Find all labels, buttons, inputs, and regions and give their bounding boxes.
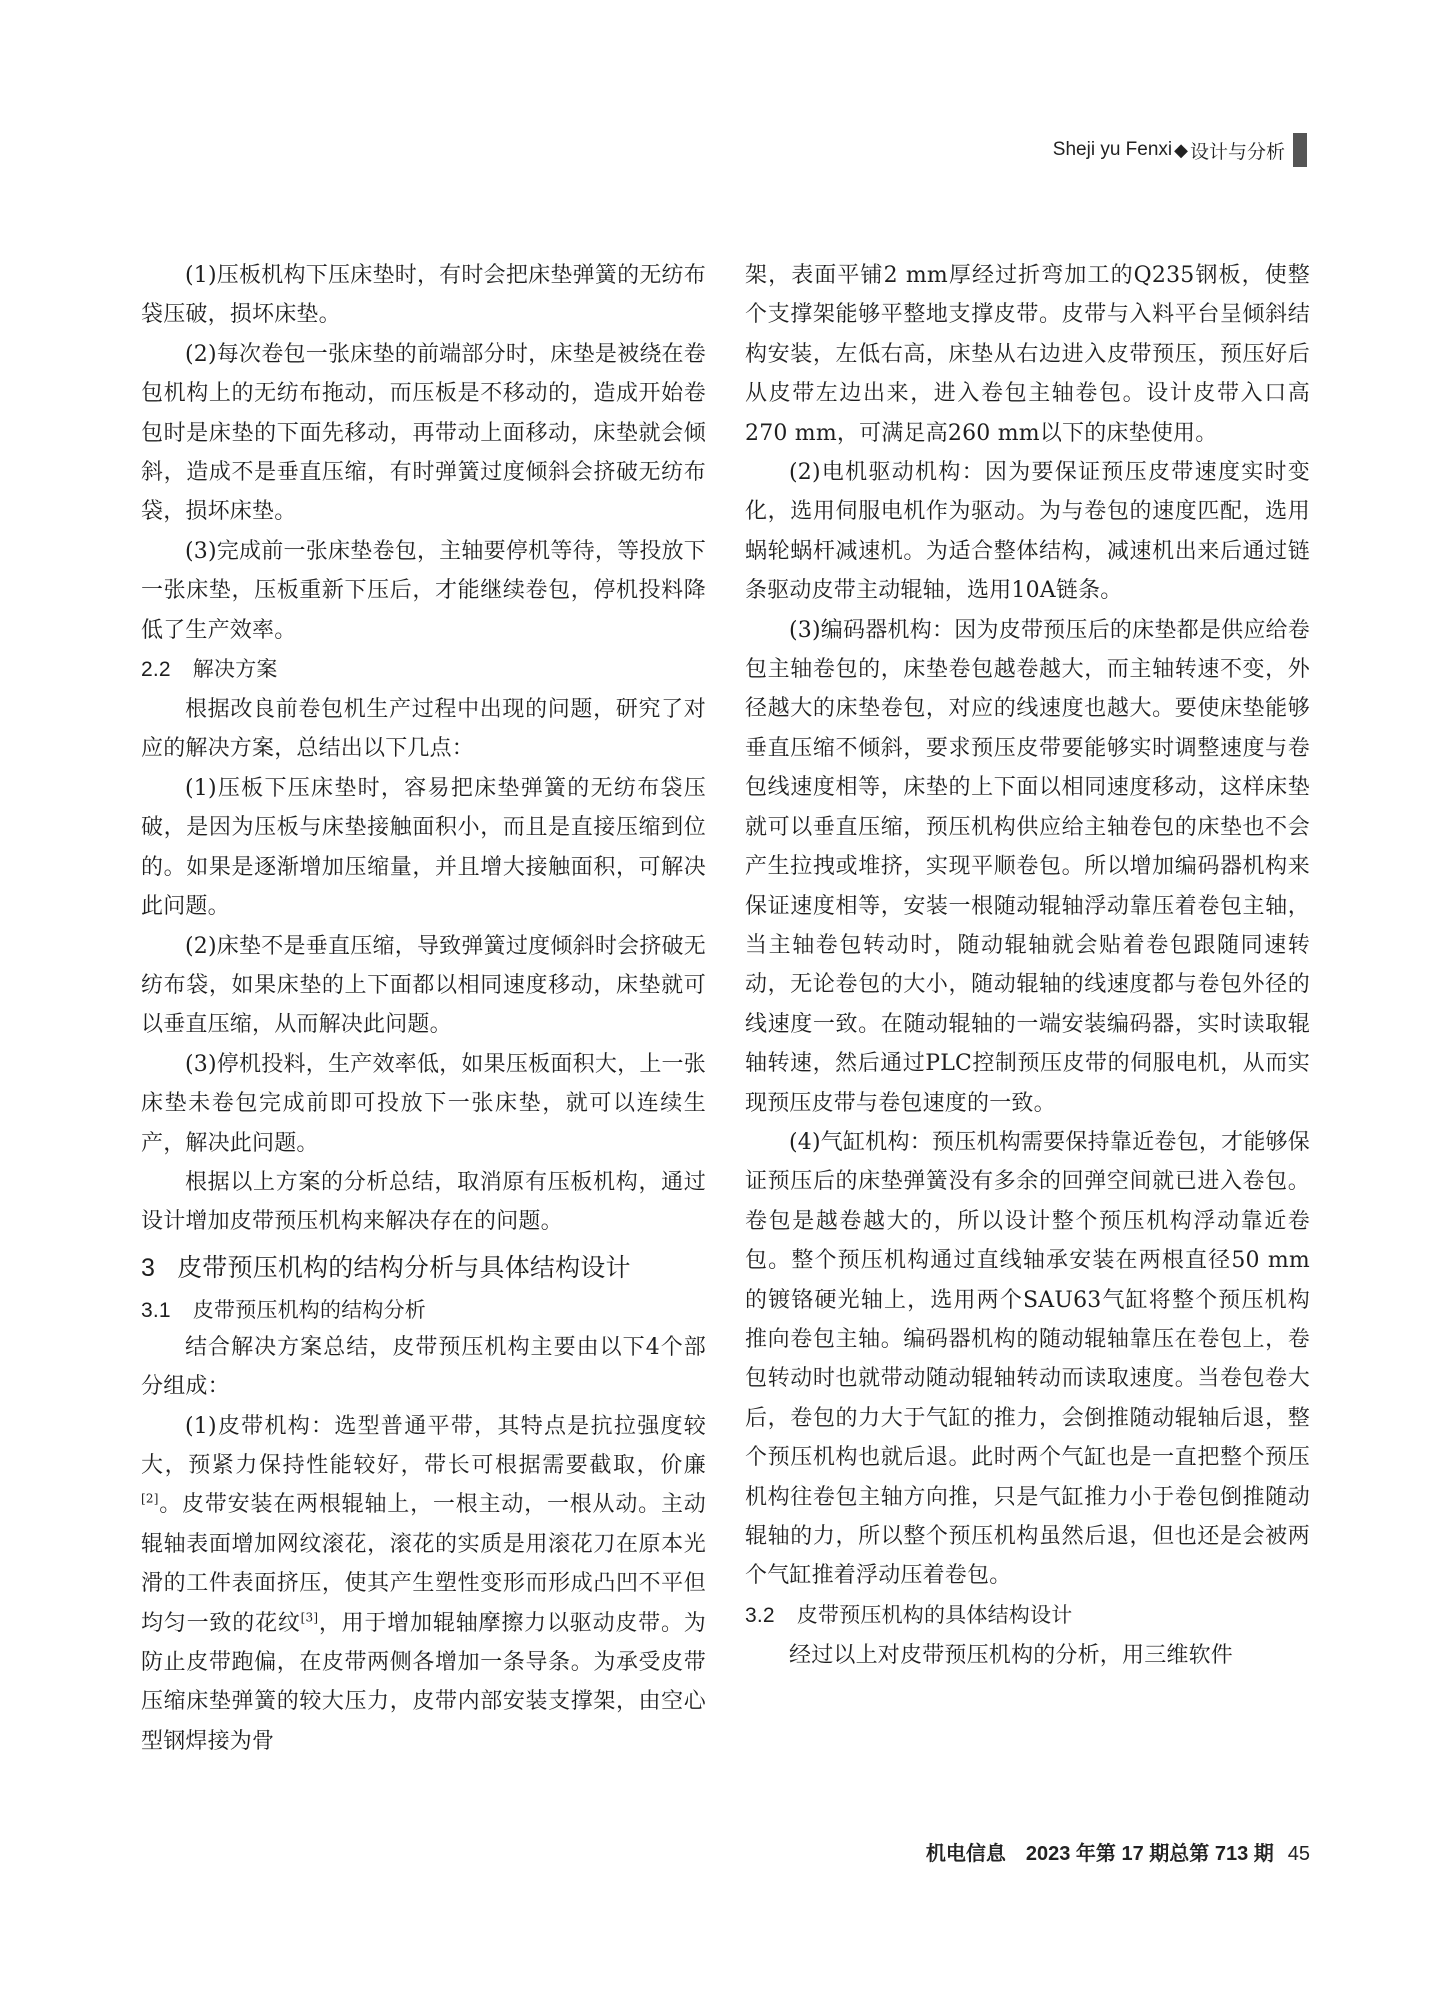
header-bar: [1293, 133, 1307, 167]
journal-info: 机电信息 2023 年第 17 期总第 713 期: [925, 1843, 1274, 1865]
paragraph: (3)完成前一张床垫卷包，主轴要停机等待，等投放下一张床垫，压板重新下压后，才能继续卷包，停机投料降低了生产效率。: [141, 538, 706, 643]
diamond-icon: ◆: [1174, 139, 1188, 160]
section-title: 皮带预压机构的结构分析与具体结构设计: [177, 1253, 631, 1282]
section-number: 3.1: [141, 1298, 171, 1322]
paragraph: (2)每次卷包一张床垫的前端部分时，床垫是被绕在卷包机构上的无纺布拖动，而压板是不移动的，造成开始卷包时是床垫的下面先移动，再带动上面移动，床垫就会倾斜，造成不是垂直压缩，有时弹簧过度倾斜会挤破无纺布袋，损坏床垫。: [141, 341, 706, 525]
section-number: 2.2: [141, 658, 171, 682]
citation-ref[interactable]: [3]: [300, 1610, 319, 1625]
section-title: 皮带预压机构的具体结构设计: [796, 1603, 1073, 1627]
section-heading-3: [141, 1242, 706, 1294]
paragraph: (3)停机投料，生产效率低，如果压板面积大，上一张床垫未卷包完成前即可投放下一张床垫，就可以连续生产，解决此问题。: [141, 1051, 706, 1156]
paragraph: 经过以上对皮带预压机构的分析，用三维软件: [789, 1642, 1234, 1668]
section-heading-3-1: [141, 1294, 706, 1328]
section-title: 皮带预压机构的结构分析: [192, 1298, 426, 1322]
paragraph: 结合解决方案总结，皮带预压机构主要由以下4个部分组成：: [141, 1334, 706, 1400]
page-footer: [926, 1837, 1310, 1866]
paragraph: (2)电机驱动机构：因为要保证预压皮带速度实时变化，选用伺服电机作为驱动。为与卷包的速度匹配，选用蜗轮蜗杆减速机。为适合整体结构，减速机出来后通过链条驱动皮带主动辊轴，选用10A链条。: [745, 460, 1310, 604]
text-run: (1)皮带机构：选型普通平带，其特点是抗拉强度较大，预紧力保持性能较好，带长可根据需要截取，价廉: [141, 1413, 706, 1478]
paragraph: (3)编码器机构：因为皮带预压后的床垫都是供应给卷包主轴卷包的，床垫卷包越卷越大，而主轴转速不变，外径越大的床垫卷包，对应的线速度也越大。要使床垫能够垂直压缩不倾斜，要求预压皮带要能够实时调整速度与卷包线速度相等，床垫的上下面以相同速度移动，这样床垫就可以垂直压缩，预压机构供应给主轴卷包的床垫也不会产生拉拽或堆挤，实现平顺卷包。所以增加编码器机构来保证速度相等，安装一根随动辊轴浮动靠压着卷包主轴，当主轴卷包转动时，随动辊轴就会贴着卷包跟随同速转动，无论卷包的大小，随动辊轴的线速度都与卷包外径的线速度一致。在随动辊轴的一端安装编码器，实时读取辊轴转速，然后通过PLC控制预压皮带的伺服电机，从而实现预压皮带与卷包速度的一致。: [745, 617, 1310, 1116]
paragraph: (1)压板下压床垫时，容易把床垫弹簧的无纺布袋压破，是因为压板与床垫接触面积小，而且是直接压缩到位的。如果是逐渐增加压缩量，并且增大接触面积，可解决此问题。: [141, 775, 706, 920]
section-heading-3-2: [745, 1596, 1310, 1636]
paragraph: (1)压板机构下压床垫时，有时会把床垫弹簧的无纺布袋压破，损坏床垫。: [141, 263, 706, 328]
paragraph: (4)气缸机构：预压机构需要保持靠近卷包，才能够保证预压后的床垫弹簧没有多余的回弹空间就已进入卷包。卷包是越卷越大的，所以设计整个预压机构浮动靠近卷包。整个预压机构通过直线轴承安装在两根直径50 mm的镀铬硬光轴上，选用两个SAU63气缸将整个预压机构推向卷包主轴。编码器机构的随动辊轴靠压在卷包上，卷包转动时也就带动随动辊轴转动而读取速度。当卷包卷大后，卷包的力大于气缸的推力，会倒推随动辊轴后退，整个预压机构也就后退。此时两个气缸也是一直把整个预压机构往卷包主轴方向推，只是气缸推力小于卷包倒推随动辊轴的力，所以整个预压机构虽然后退，但也还是会被两个气缸推着浮动压着卷包。: [745, 1129, 1310, 1589]
paragraph: 根据以上方案的分析总结，取消原有压板机构，通过设计增加皮带预压机构来解决存在的问题。: [141, 1169, 706, 1235]
running-title-en: Sheji yu Fenxi: [1052, 139, 1173, 160]
text-run: ，用于增加辊轴摩擦力以驱动皮带。为防止皮带跑偏，在皮带两侧各增加一条导条。为承受皮带压缩床垫弹簧的较大压力，皮带内部安装支撑架，由空心型钢焊接为骨: [141, 1610, 706, 1754]
paragraph: (2)床垫不是垂直压缩，导致弹簧过度倾斜时会挤破无纺布袋，如果床垫的上下面都以相同速度移动，床垫就可以垂直压缩，从而解决此问题。: [141, 933, 706, 1038]
left-column: [141, 256, 706, 1761]
section-number: 3.2: [745, 1603, 775, 1627]
text-run: 。皮带安装在两根辊轴上，一根主动，一根从动。主动辊轴表面增加网纹滚花，滚花的实质是用滚花刀在原本光滑的工件表面挤压，使其产生塑性变形而形成凸凹不平但均匀一致的花纹: [141, 1492, 706, 1636]
paragraph: 根据改良前卷包机生产过程中出现的问题，研究了对应的解决方案，总结出以下几点：: [141, 697, 706, 762]
right-column: [745, 256, 1310, 1675]
page-number: 45: [1287, 1843, 1310, 1865]
section-number: 3: [141, 1253, 156, 1282]
paragraph: [141, 1407, 706, 1762]
running-title-cn: 设计与分析: [1189, 141, 1285, 163]
running-header: [1053, 133, 1307, 167]
paragraph: 架，表面平铺2 mm厚经过折弯加工的Q235钢板，使整个支撑架能够平整地支撑皮带。皮带与入料平台呈倾斜结构安装，左低右高，床垫从右边进入皮带预压，预压好后从皮带左边出来，进入卷包主轴卷包。设计皮带入口高270 mm，可满足高260 mm以下的床垫使用。: [745, 263, 1310, 446]
section-heading-2-2: [141, 650, 706, 690]
section-title: 解决方案: [192, 658, 278, 682]
citation-ref[interactable]: [2]: [141, 1492, 159, 1507]
